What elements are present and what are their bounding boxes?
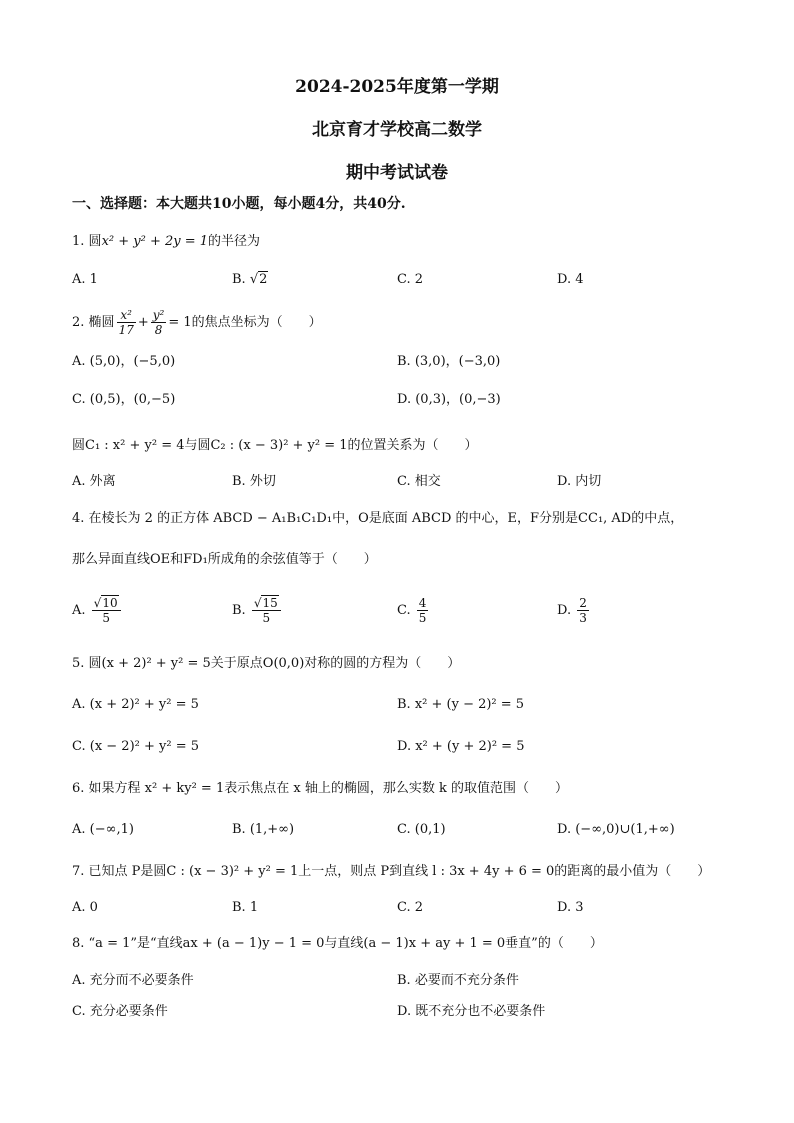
section-heading: 一、选择题：本大题共10小题，每小题4分，共40分. xyxy=(72,196,406,212)
title-school: 北京育才学校高二数学 xyxy=(312,120,482,140)
q2-plus: + xyxy=(137,315,149,330)
q4-option-d-fraction xyxy=(577,596,589,625)
q4-option-d xyxy=(557,592,591,630)
q4-a-radicand: 10 xyxy=(102,596,118,610)
q2-frac2-numerator: y² xyxy=(152,308,165,322)
q2-option-d: D. (0,3)，(0,−3) xyxy=(397,392,501,407)
sqrt-symbol: √10 xyxy=(93,596,118,610)
q2-option-b: B. (3,0)，(−3,0) xyxy=(397,354,501,369)
q1-option-b xyxy=(232,270,268,290)
question-4-line1: 4. 在棱长为 2 的正方体 ABCD − A₁B₁C₁D₁中，O是底面 ABCD 的中心，E，F分别是CC₁, AD的中点， xyxy=(72,511,684,526)
q8-option-b: B. 必要而不充分条件 xyxy=(397,973,519,988)
q6-option-b: B. (1,+∞) xyxy=(232,822,295,837)
q3-option-b: B. 外切 xyxy=(232,474,276,489)
q4-option-a-label: A. xyxy=(72,603,86,618)
question-6: 6. 如果方程 x² + ky² = 1表示焦点在 x 轴上的椭圆，那么实数 k 的取值范围（ ） xyxy=(72,781,568,796)
q4-option-c xyxy=(397,592,430,630)
q2-frac1-denominator: 17 xyxy=(118,323,134,337)
question-1 xyxy=(72,232,260,252)
question-2 xyxy=(72,308,322,338)
question-8: 8. “a = 1”是“直线ax + (a − 1)y − 1 = 0与直线(a − 1)x + ay + 1 = 0垂直”的（ ） xyxy=(72,936,603,951)
q8-option-a: A. 充分而不必要条件 xyxy=(72,973,194,988)
q1-prefix: 圆 xyxy=(88,234,102,249)
q5-option-d: D. x² + (y + 2)² = 5 xyxy=(397,739,525,754)
q4-c-denominator: 5 xyxy=(418,611,427,625)
q2-frac1-numerator: x² xyxy=(117,308,136,323)
q3-option-a: A. 外离 xyxy=(72,474,116,489)
q8-option-d: D. 既不充分也不必要条件 xyxy=(397,1004,546,1019)
q4-d-denominator: 3 xyxy=(579,611,587,625)
sqrt-symbol: √15 xyxy=(253,596,278,610)
q2-prefix: 椭圆 xyxy=(88,315,115,330)
q3-option-d: D. 内切 xyxy=(557,474,602,489)
q7-option-a: A. 0 xyxy=(72,900,98,915)
q4-c-numerator: 4 xyxy=(418,596,427,610)
q1-option-d: D. 4 xyxy=(557,272,584,287)
q2-option-a: A. (5,0)，(−5,0) xyxy=(72,354,176,369)
q7-option-c: C. 2 xyxy=(397,900,424,915)
q4-option-b-label: B. xyxy=(232,603,246,618)
q1-option-b-radicand: 2 xyxy=(259,272,268,287)
q2-frac2-denominator: 8 xyxy=(154,323,163,337)
q2-suffix: 的焦点坐标为（ ） xyxy=(191,315,322,330)
q6-option-d: D. (−∞,0)∪(1,+∞) xyxy=(557,822,675,837)
q4-option-c-fraction xyxy=(417,596,429,625)
question-4-line2: 那么异面直线OE和FD₁所成角的余弦值等于（ ） xyxy=(72,552,377,567)
q5-option-a: A. (x + 2)² + y² = 5 xyxy=(72,697,199,712)
sqrt-symbol: √2 xyxy=(249,272,268,287)
q2-equals: = 1 xyxy=(168,315,192,330)
q4-a-denominator: 5 xyxy=(102,611,110,625)
title-semester: 2024-2025年度第一学期 xyxy=(295,77,499,97)
q1-option-b-label: B. xyxy=(232,272,246,287)
q1-option-c: C. 2 xyxy=(397,272,424,287)
q2-option-c: C. (0,5)，(0,−5) xyxy=(72,392,176,407)
q3-option-c: C. 相交 xyxy=(397,474,441,489)
q5-option-b: B. x² + (y − 2)² = 5 xyxy=(397,697,525,712)
question-5: 5. 圆(x + 2)² + y² = 5关于原点O(0,0)对称的圆的方程为（ ） xyxy=(72,656,461,671)
q4-d-numerator: 2 xyxy=(579,596,587,610)
q2-number: 2. xyxy=(72,315,85,330)
q4-option-a-fraction xyxy=(92,596,121,625)
question-7: 7. 已知点 P是圆C : (x − 3)² + y² = 1上一点，则点 P到直线 l : 3x + 4y + 6 = 0的距离的最小值为（ ） xyxy=(72,864,711,879)
q4-b-denominator: 5 xyxy=(262,611,271,625)
q4-option-a xyxy=(72,592,123,630)
q1-option-a: A. 1 xyxy=(72,272,98,287)
q7-option-b: B. 1 xyxy=(232,900,259,915)
q8-option-c: C. 充分必要条件 xyxy=(72,1004,168,1019)
q7-option-d: D. 3 xyxy=(557,900,584,915)
q2-fraction-x xyxy=(117,308,136,337)
q2-fraction-y xyxy=(151,308,167,337)
title-exam: 期中考试试卷 xyxy=(346,163,448,183)
q5-option-c: C. (x − 2)² + y² = 5 xyxy=(72,739,200,754)
q4-option-b xyxy=(232,592,283,630)
q4-b-radicand: 15 xyxy=(262,596,278,610)
q4-option-c-label: C. xyxy=(397,603,411,618)
q6-option-c: C. (0,1) xyxy=(397,822,446,837)
question-3: 圆C₁ : x² + y² = 4与圆C₂ : (x − 3)² + y² = 1的位置关系为（ ） xyxy=(72,438,478,453)
q4-option-d-label: D. xyxy=(557,603,572,618)
q1-number: 1. xyxy=(72,234,85,249)
q1-expression: x² + y² + 2y = 1 xyxy=(101,234,209,249)
q1-suffix: 的半径为 xyxy=(208,234,261,249)
q6-option-a: A. (−∞,1) xyxy=(72,822,134,837)
q4-option-b-fraction xyxy=(252,596,281,625)
